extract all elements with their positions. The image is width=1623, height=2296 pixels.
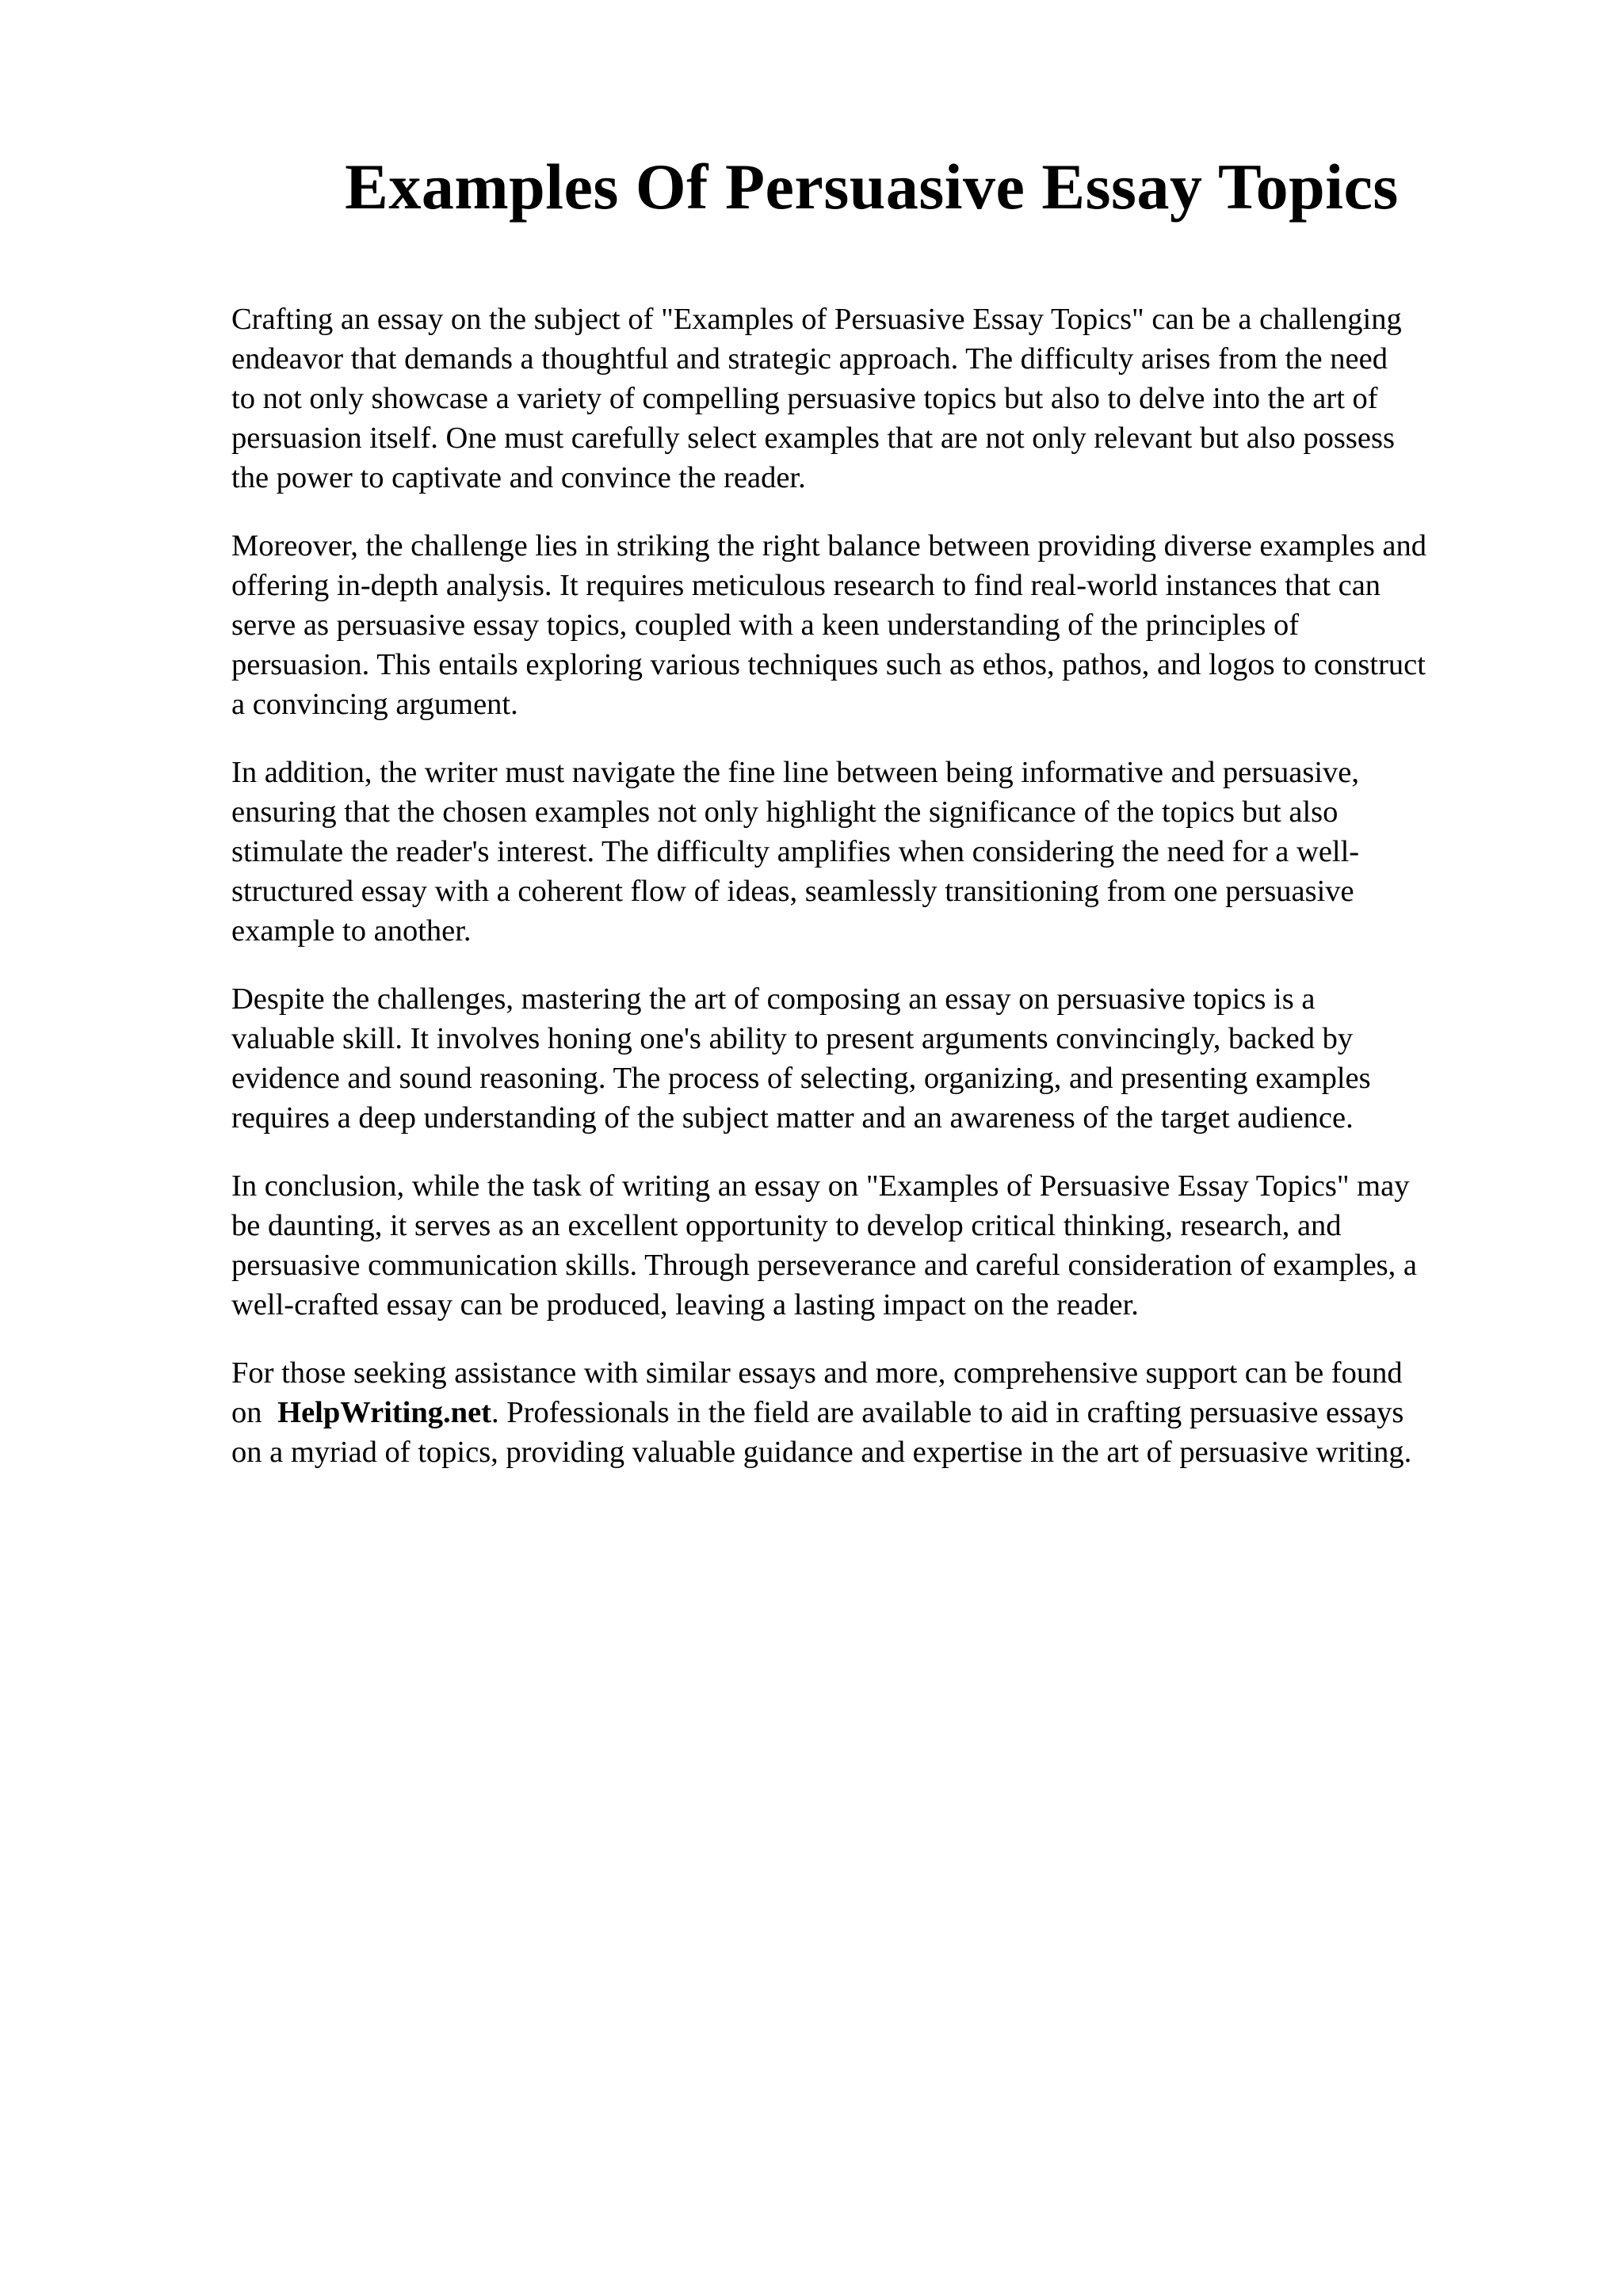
text-line: to not only showcase a variety of compelling persuasive topics but also to delve into the art of (231, 382, 1378, 415)
text-line: on a myriad of topics, providing valuable guidance and expertise in the art of persuasive writing. (231, 1436, 1412, 1469)
paragraph-2 (231, 526, 1531, 724)
text-line: persuasion itself. One must carefully select examples that are not only relevant but also possess (231, 421, 1395, 455)
text-line: be daunting, it serves as an excellent opportunity to develop critical thinking, research, and (231, 1209, 1342, 1242)
text-line: persuasion. This entails exploring various techniques such as ethos, pathos, and logos to construct (231, 648, 1426, 681)
line-prefix: on (231, 1396, 262, 1429)
text-line: For those seeking assistance with similar essays and more, comprehensive support can be found (231, 1356, 1403, 1390)
text-line: evidence and sound reasoning. The process of selecting, organizing, and presenting examples (231, 1062, 1371, 1095)
text-line: valuable skill. It involves honing one's ability to present arguments convincingly, backed by (231, 1022, 1354, 1055)
text-line: ensuring that the chosen examples not only highlight the significance of the topics but also (231, 795, 1338, 829)
text-line-with-link (231, 1393, 1531, 1432)
text-line: example to another. (231, 914, 472, 948)
text-line: stimulate the reader's interest. The difficulty amplifies when considering the need for a well- (231, 835, 1360, 868)
text-line: offering in-depth analysis. It requires meticulous research to find real-world instances that can (231, 569, 1381, 602)
text-line: structured essay with a coherent flow of ideas, seamlessly transitioning from one persuasive (231, 875, 1354, 908)
text-line: a convincing argument. (231, 688, 518, 721)
text-line: serve as persuasive essay topics, coupled with a keen understanding of the principles of (231, 608, 1300, 642)
paragraph-4 (231, 979, 1531, 1138)
text-line: In conclusion, while the task of writing an essay on "Examples of Persuasive Essay Topics" may (231, 1169, 1410, 1203)
text-line: In addition, the writer must navigate the fine line between being informative and persuasive, (231, 756, 1359, 789)
line-suffix: . Professionals in the field are available to aid in crafting persuasive essays (491, 1396, 1404, 1429)
text-line: Crafting an essay on the subject of "Examples of Persuasive Essay Topics" can be a challenging (231, 303, 1402, 336)
essay-body (231, 299, 1531, 1501)
text-line: Moreover, the challenge lies in striking the right balance between providing diverse examples and (231, 529, 1427, 563)
paragraph-5 (231, 1166, 1531, 1325)
paragraph-6 (231, 1353, 1531, 1472)
text-line: Despite the challenges, mastering the art of composing an essay on persuasive topics is a (231, 982, 1316, 1016)
text-line: endeavor that demands a thoughtful and strategic approach. The difficulty arises from the need (231, 342, 1388, 376)
helpwriting-link[interactable]: HelpWriting.net (277, 1396, 491, 1429)
text-line: well-crafted essay can be produced, leaving a lasting impact on the reader. (231, 1288, 1139, 1322)
page-title: Examples Of Persuasive Essay Topics (345, 151, 1399, 223)
paragraph-1 (231, 299, 1531, 498)
text-line: the power to captivate and convince the reader. (231, 461, 806, 494)
text-line: persuasive communication skills. Through perseverance and careful consideration of examples, a (231, 1249, 1417, 1282)
text-line: requires a deep understanding of the subject matter and an awareness of the target audience. (231, 1101, 1354, 1135)
paragraph-3 (231, 753, 1531, 951)
